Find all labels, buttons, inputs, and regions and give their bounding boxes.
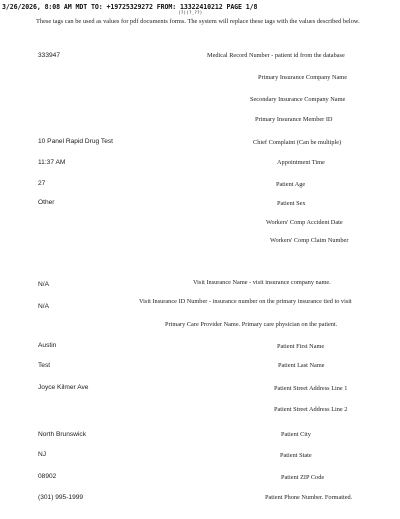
field-label-patient-sex: Patient Sex <box>277 200 306 207</box>
field-label-patient-state: Patient State <box>280 452 312 459</box>
field-label-appointment-time: Appointment Time <box>277 159 325 166</box>
field-value-patient-phone: (301) 995-1999 <box>38 494 84 501</box>
field-value-patient-first-name: Austin <box>38 342 57 349</box>
field-label-workers-comp-claim-number: Workers' Comp Claim Number <box>270 237 349 244</box>
intro-text: These tags can be used as values for pdf documents forms. The system will replace these tags with the values described below. <box>36 18 360 25</box>
field-value-medical-record-number: 333947 <box>38 52 61 59</box>
field-label-patient-age: Patient Age <box>276 181 306 188</box>
field-value-visit-insurance-name: N/A <box>38 281 49 288</box>
field-value-visit-insurance-id: N/A <box>38 303 49 310</box>
field-value-patient-zip: 08902 <box>38 473 57 480</box>
field-value-chief-complaint: 10 Panel Rapid Drug Test <box>38 138 114 145</box>
field-value-patient-last-name: Test <box>38 362 51 369</box>
field-value-patient-age: 27 <box>38 180 46 187</box>
field-label-street-address-2: Patient Street Address Line 2 <box>274 406 348 413</box>
field-label-patient-zip: Patient ZIP Code <box>281 474 325 481</box>
field-value-street-address-1: Joyce Kilmer Ave <box>38 384 89 391</box>
field-value-appointment-time: 11:37 AM <box>38 159 66 166</box>
field-label-medical-record-number: Medical Record Number - patient id from the database <box>207 52 345 59</box>
field-value-patient-city: North Brunswick <box>38 431 87 438</box>
field-label-visit-insurance-id: Visit Insurance ID Number - insurance number on the primary insurance tied to visit <box>139 298 352 305</box>
field-label-patient-first-name: Patient First Name <box>277 343 325 350</box>
field-label-secondary-insurance-company: Secondary Insurance Company Name <box>250 96 346 103</box>
field-value-patient-state: NJ <box>38 451 47 458</box>
field-label-primary-insurance-company: Primary Insurance Company Name <box>258 74 348 81</box>
fax-subheader: (?)(?_??) <box>178 11 203 16</box>
field-label-workers-comp-accident-date: Workers' Comp Accident Date <box>266 219 343 226</box>
field-label-primary-insurance-member-id: Primary Insurance Member ID <box>255 116 333 123</box>
fax-header: 3/26/2026, 8:08 AM MDT TO: +19725329272 FROM: 13322410212 PAGE 1/8 <box>2 3 258 11</box>
field-value-patient-sex: Other <box>38 199 55 206</box>
field-label-visit-insurance-name: Visit Insurance Name - visit insurance company name. <box>193 279 331 286</box>
field-label-patient-phone: Patient Phone Number. Formatted. <box>265 494 353 501</box>
field-label-patient-city: Patient City <box>281 431 311 438</box>
field-label-chief-complaint: Chief Complaint (Can be multiple) <box>253 139 342 146</box>
field-label-street-address-1: Patient Street Address Line 1 <box>274 385 348 392</box>
field-label-primary-care-provider: Primary Care Provider Name. Primary care physician on the patient. <box>165 321 338 328</box>
field-label-patient-last-name: Patient Last Name <box>278 362 325 369</box>
